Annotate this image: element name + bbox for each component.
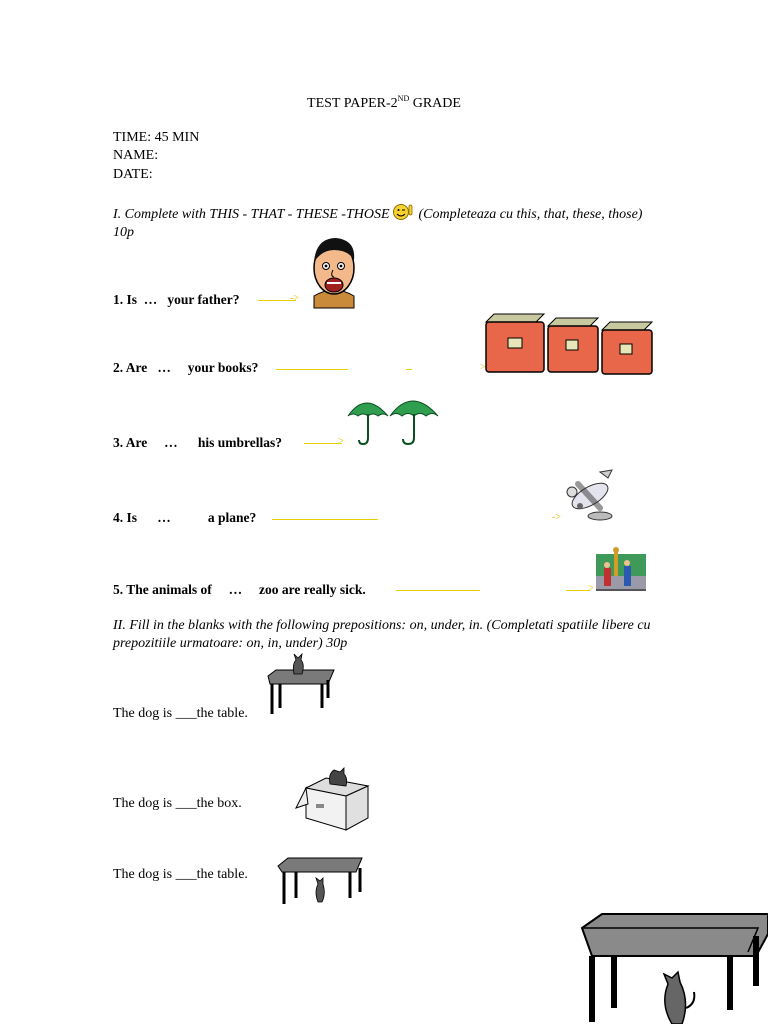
arrow-line-3 xyxy=(304,443,342,444)
large-dog-under-table-image xyxy=(580,896,768,1024)
arrow-line-2b xyxy=(406,369,412,370)
question-4: 4. Is … a plane? xyxy=(113,510,257,525)
arrow-line-5b xyxy=(566,590,590,591)
dog-on-table-image xyxy=(266,652,336,720)
dog-in-box-image xyxy=(294,766,374,834)
time-label: TIME: 45 MIN xyxy=(113,130,200,145)
arrow-head-3: > xyxy=(338,436,344,447)
arrow-head-1: -> xyxy=(290,293,299,304)
winking-smiley-icon xyxy=(393,203,415,221)
plane-image xyxy=(560,466,620,526)
date-label: DATE: xyxy=(113,167,153,182)
question-2: 2. Are … your books? xyxy=(113,360,259,375)
father-face-image xyxy=(306,236,362,308)
question-1: 1. Is … your father? xyxy=(113,292,240,307)
dog-under-table-image xyxy=(276,850,366,908)
question-3: 3. Are … his umbrellas? xyxy=(113,435,283,450)
sentence-on-table: The dog is ___the table. xyxy=(113,706,248,721)
question-5: 5. The animals of … zoo are really sick. xyxy=(113,582,366,597)
instruction-text-end: (Completeaza cu this, that, these, those) 10p xyxy=(113,207,643,240)
arrow-head-5: > xyxy=(588,583,594,594)
instruction-text: I. Complete with THIS - THAT - THESE -THOSE xyxy=(113,207,390,222)
name-label: NAME: xyxy=(113,148,159,163)
sentence-under-table: The dog is ___the table. xyxy=(113,867,248,882)
arrow-line-5a xyxy=(396,590,480,591)
arrow-line-4 xyxy=(272,519,378,520)
umbrellas-image xyxy=(346,394,442,452)
section2-instruction: II. Fill in the blanks with the following prepositions: on, under, in. (Completati spatiile libere cu prepozitiile urmatoare: on, in, under) 30p xyxy=(113,618,651,651)
title-superscript: ND xyxy=(397,94,410,103)
arrow-head-4: -> xyxy=(552,512,561,523)
section1-instruction xyxy=(113,203,653,242)
zoo-animals-image xyxy=(596,546,646,594)
sentence-in-box: The dog is ___the box. xyxy=(113,796,242,811)
arrow-head-2: > xyxy=(480,362,486,373)
arrow-line-2a xyxy=(276,369,348,370)
title-text: TEST PAPER-2 xyxy=(307,96,398,111)
title-text-end: GRADE xyxy=(409,96,461,111)
books-image xyxy=(484,308,656,376)
page-title xyxy=(0,94,768,112)
